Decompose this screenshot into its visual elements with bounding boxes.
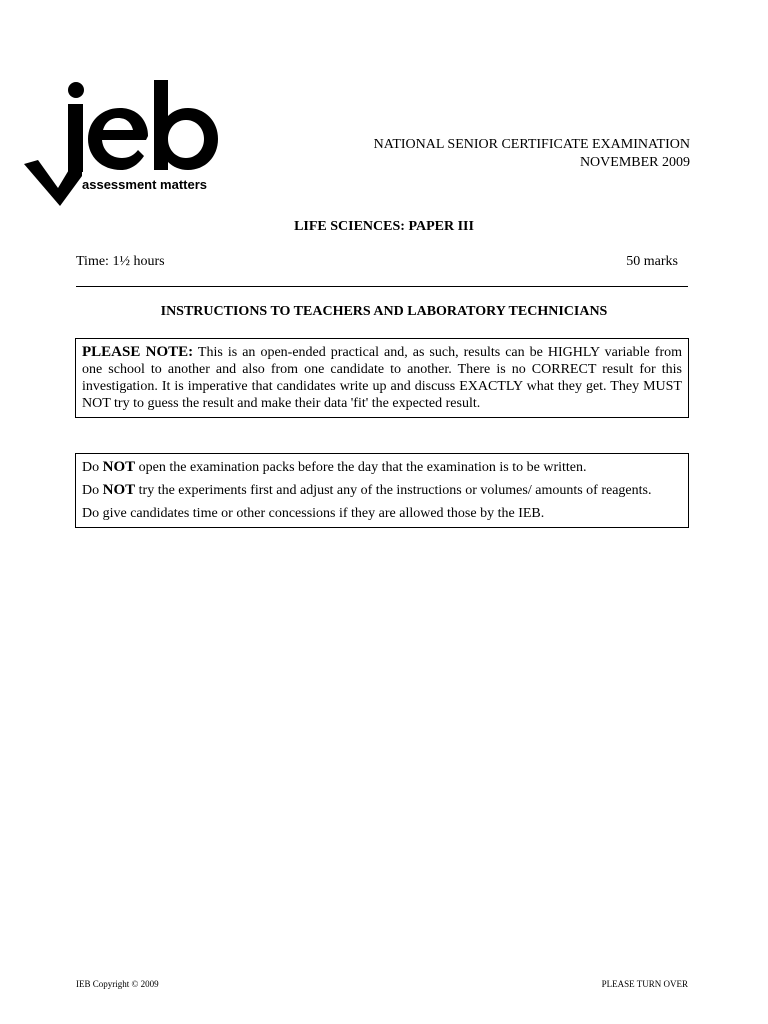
exam-header <box>374 136 690 172</box>
footer-turn-over: PLEASE TURN OVER <box>601 979 688 989</box>
please-note-text: This is an open-ended practical and, as such, results can be HIGHLY variable from one school to another and also from one candidate to another. There is no CORRECT result for this investigation. It is imperative that candidates write up and discuss EXACTLY what they get. They MUST NOT try to guess the result and make their data 'fit' the expected result. <box>82 345 682 411</box>
rule-emphasis: NOT <box>102 459 136 475</box>
rule-text: Do <box>82 483 103 498</box>
paper-title: LIFE SCIENCES: PAPER III <box>294 219 474 234</box>
rule-text: open the examination packs before the day that the examination is to be written. <box>135 460 587 475</box>
please-note-box <box>75 338 689 418</box>
please-note-label: PLEASE NOTE: <box>82 344 194 360</box>
divider <box>76 286 688 287</box>
rule-emphasis: NOT <box>102 482 136 498</box>
time-marks-row <box>76 254 678 270</box>
rule-item: Do give candidates time or other concessions if they are allowed those by the IEB. <box>82 506 545 521</box>
footer-copyright: IEB Copyright © 2009 <box>76 979 159 989</box>
logo-tagline: assessment matters <box>82 177 208 192</box>
rule-text: Do <box>82 460 103 475</box>
exam-date: NOVEMBER 2009 <box>579 155 690 170</box>
exam-name: NATIONAL SENIOR CERTIFICATE EXAMINATION <box>373 137 690 152</box>
time-allowed: Time: 1½ hours <box>76 254 165 269</box>
ieb-logo <box>22 78 242 210</box>
rule-item <box>82 482 682 499</box>
rule-text: try the experiments first and adjust any of the instructions or volumes/ amounts of reagents. <box>135 483 652 498</box>
instructions-title: INSTRUCTIONS TO TEACHERS AND LABORATORY TECHNICIANS <box>160 304 608 319</box>
rule-item <box>82 459 682 476</box>
ieb-logo-graphic <box>22 78 242 210</box>
total-marks: 50 marks <box>626 254 678 269</box>
rules-box <box>75 453 689 528</box>
